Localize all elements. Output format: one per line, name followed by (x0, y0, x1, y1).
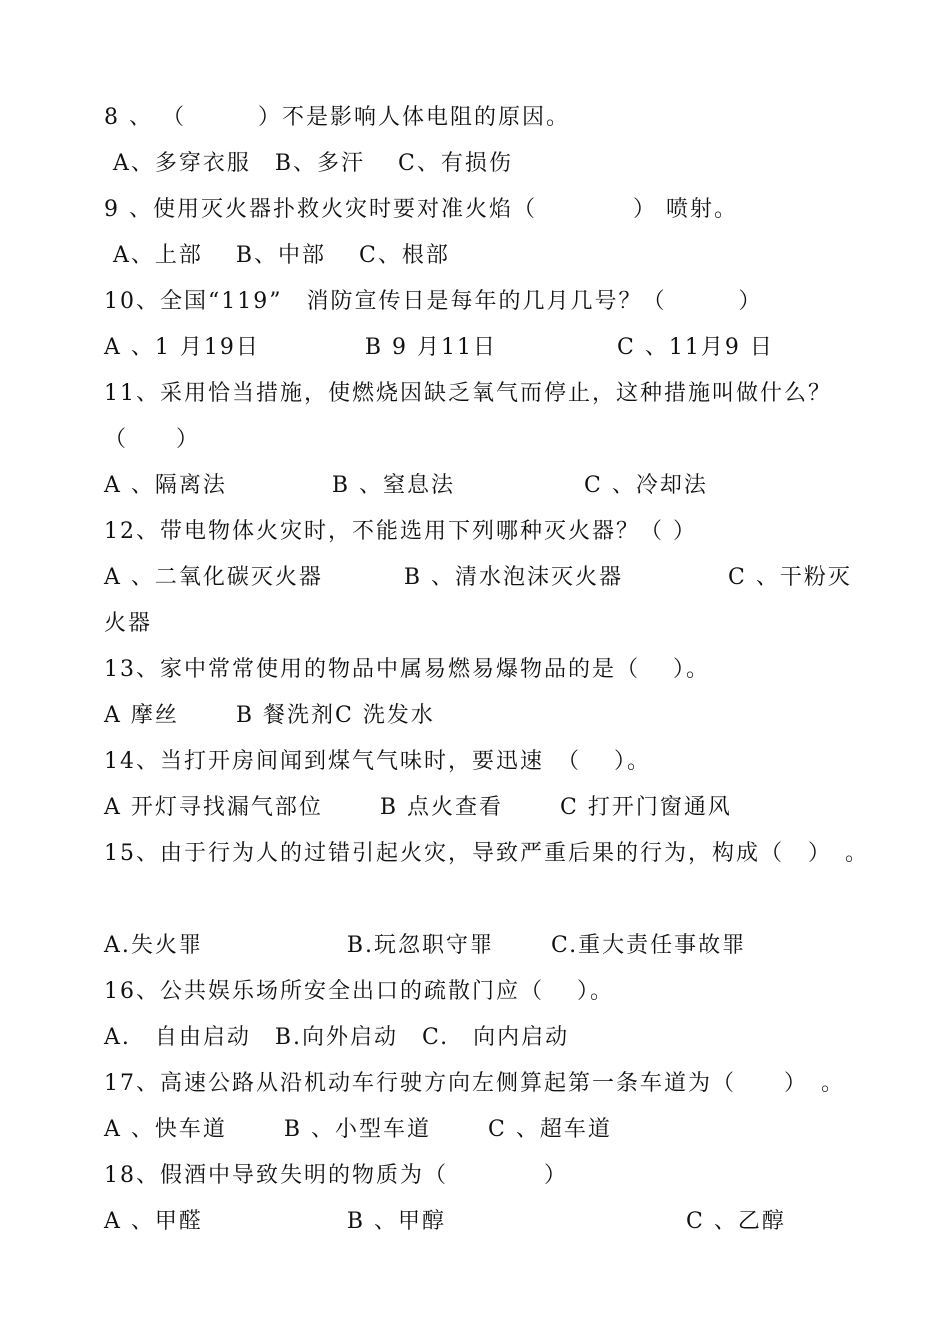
question-10-options: A 、1 月19日 B 9 月11日 C 、11月9 日 (104, 335, 774, 360)
question-16-options: A. 自由启动 B.向外启动 C. 向内启动 (104, 1025, 570, 1050)
question-8: 8 、 （ ）不是影响人体电阻的原因。 (104, 105, 570, 130)
question-12-options: A 、二氧化碳灭火器 B 、清水泡沫灭火器 C 、干粉灭 (104, 565, 852, 590)
question-11-blank: （ ） (104, 427, 201, 452)
question-9: 9 、使用灭火器扑救火灾时要对准火焰（ ） 喷射。 (104, 197, 738, 222)
question-16: 16、公共娱乐场所安全出口的疏散门应（ ）。 (104, 979, 614, 1004)
question-13: 13、家中常常使用的物品中属易燃易爆物品的是（ ）。 (104, 657, 710, 682)
question-9-options: A、上部 B、中部 C、根部 (104, 243, 450, 268)
question-18-options: A 、甲醛 B 、甲醇 C 、乙醇 (104, 1209, 786, 1234)
question-8-options: A、多穿衣服 B、多汗 C、有损伤 (104, 151, 513, 176)
question-14-options: A 开灯寻找漏气部位 B 点火查看 C 打开门窗通风 (104, 795, 732, 820)
question-15: 15、由于行为人的过错引起火灾，导致严重后果的行为，构成（ ） 。 (104, 841, 869, 866)
question-13-options: A 摩丝 B 餐洗剂C 洗发水 (104, 703, 435, 728)
question-14: 14、当打开房间闻到煤气气味时，要迅速 （ ）。 (104, 749, 651, 774)
question-17-options: A 、快车道 B 、小型车道 C 、超车道 (104, 1117, 612, 1142)
question-18: 18、假酒中导致失明的物质为（ ） (104, 1163, 568, 1188)
question-17: 17、高速公路从沿机动车行驶方向左侧算起第一条车道为（ ） 。 (104, 1071, 845, 1096)
question-11: 11、采用恰当措施，使燃烧因缺乏氧气而停止，这种措施叫做什么？ (104, 381, 832, 406)
question-10: 10、全国“119” 消防宣传日是每年的几月几号？（ ） (104, 289, 763, 314)
question-12-options-cont: 火器 (104, 611, 153, 636)
question-11-options: A 、隔离法 B 、窒息法 C 、冷却法 (104, 473, 708, 498)
question-12: 12、带电物体火灾时，不能选用下列哪种灭火器？（ ） (104, 519, 697, 544)
question-15-options: A.失火罪 B.玩忽职守罪 C.重大责任事故罪 (104, 933, 747, 958)
